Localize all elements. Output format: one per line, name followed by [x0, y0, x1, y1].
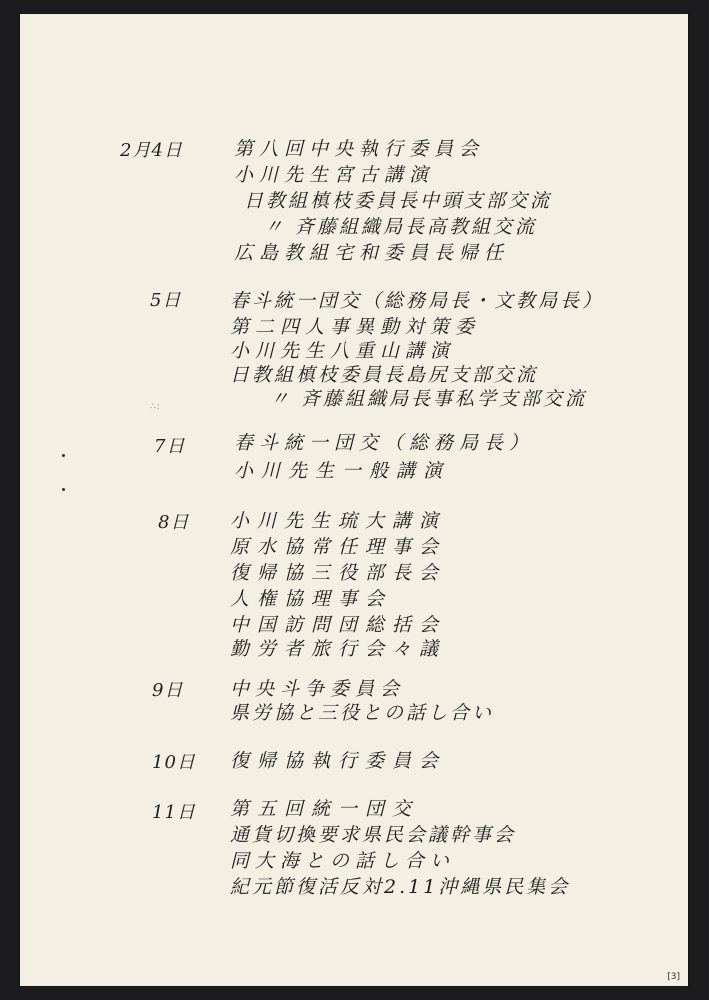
entry-line: 復帰協執行委員会 [230, 750, 447, 772]
entry-line: 県労協と三役との話し合い [230, 702, 495, 724]
entry-line: 第五回統一団交 [230, 798, 420, 820]
entry-line: 通貨切換要求県民会議幹事会 [230, 824, 517, 846]
entry-line: 〃 斉藤組織局長高教組交流 [264, 216, 538, 238]
entry-line: 第八回中央執行委員会 [234, 138, 485, 160]
entry-line: 中央斗争委員会 [230, 678, 406, 700]
entry-line: 原水協常任理事会 [230, 536, 447, 558]
entry-line: 日教組槙枝委員長中頭支部交流 [244, 190, 553, 212]
smudge-mark: ∴: [150, 402, 161, 412]
entry-line: 日教組槙枝委員長島尻支部交流 [230, 364, 539, 386]
margin-dot [62, 488, 65, 491]
page-number: [3] [667, 972, 680, 982]
entry-line: 小川先生一般講演 [234, 460, 451, 482]
entry-line: 小川先生琉大講演 [230, 510, 447, 532]
entry-line: 勤労者旅行会々議 [230, 638, 447, 660]
entry-line: 紀元節復活反対2.11沖縄県民集会 [230, 876, 571, 898]
entry-line: 復帰協三役部長会 [230, 562, 447, 584]
entry-date: 11日 [152, 802, 196, 823]
entry-line: 第二四人事異動対策委 [230, 316, 481, 338]
entry-line: 広島教組宅和委員長帰任 [234, 242, 510, 264]
entry-date: 9日 [152, 680, 184, 701]
entry-line: 人権協理事会 [230, 588, 393, 610]
entry-line: 〃 斉藤組織局長事私学支部交流 [270, 388, 588, 410]
entry-date: 8日 [158, 512, 190, 533]
entry-date: 10日 [152, 752, 196, 773]
margin-dot [62, 454, 65, 457]
entry-line: 春斗統一団交（総務局長） [234, 432, 535, 454]
entry-date: 7日 [154, 436, 186, 457]
entry-line: 同大海との話し合い [230, 850, 456, 872]
entry-line: 小川先生宮古講演 [234, 164, 435, 186]
entry-line: 小川先生八重山講演 [230, 340, 456, 362]
entry-date: 5日 [150, 290, 182, 311]
entry-line: 春斗統一団交（総務局長・文教局長） [230, 290, 605, 312]
entry-line: 中国訪問団総括会 [230, 614, 447, 636]
entry-date: 2月4日 [120, 140, 183, 161]
document-page [20, 14, 688, 986]
